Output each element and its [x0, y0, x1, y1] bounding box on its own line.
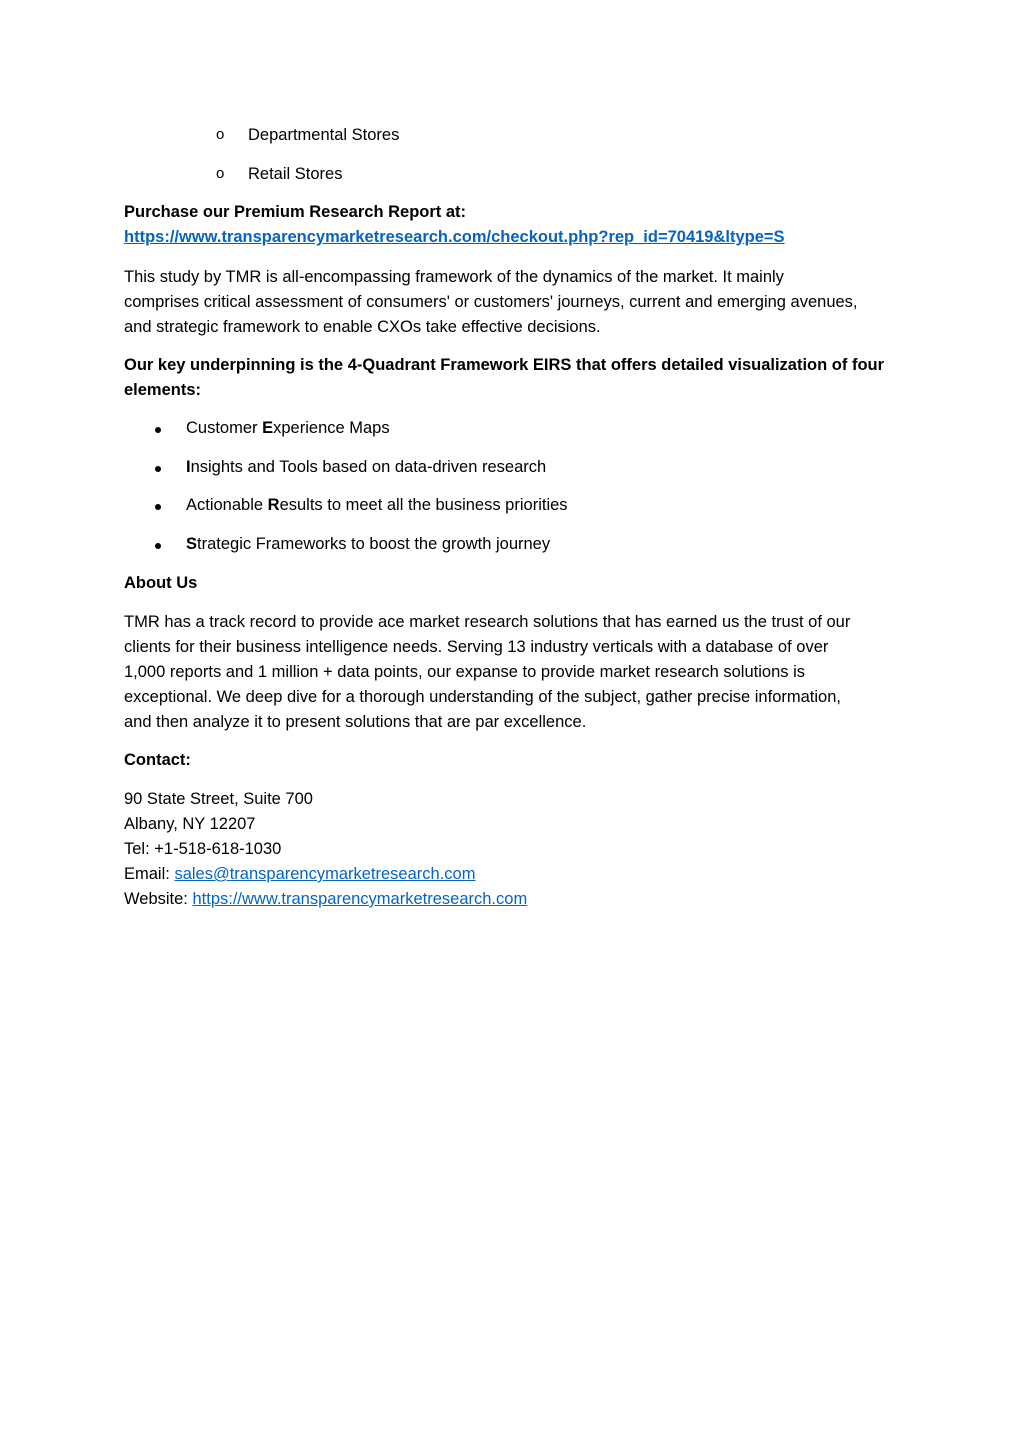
- intro-paragraph: [124, 265, 899, 340]
- bullet-text: [186, 496, 568, 515]
- about-line: clients for their business intelligence needs. Serving 13 industry verticals with a database of over: [124, 638, 829, 656]
- address-line: 90 State Street, Suite 700: [124, 790, 313, 808]
- intro-line: comprises critical assessment of consumers' or customers' journeys, current and emerging avenues,: [124, 293, 858, 311]
- bullet-key-letter: R: [267, 496, 280, 514]
- purchase-heading: Purchase our Premium Research Report at:: [124, 203, 467, 221]
- sub-list-item-text: Departmental Stores: [248, 126, 400, 144]
- sub-list-marker: o: [216, 126, 225, 143]
- bullet-rest: xperience Maps: [273, 419, 390, 437]
- contact-block: [124, 787, 899, 912]
- bullet-text: [186, 535, 550, 554]
- bullet-prefix: Actionable: [186, 496, 268, 514]
- framework-heading-line: elements:: [124, 381, 202, 399]
- bullet-key-letter: I: [186, 458, 191, 476]
- email-label: Email:: [124, 865, 175, 883]
- bullet-dot-icon: [155, 504, 161, 510]
- sub-list-marker: o: [216, 165, 225, 182]
- website-link[interactable]: https://www.transparencymarketresearch.com: [192, 890, 528, 908]
- framework-heading: [124, 353, 899, 403]
- bullet-dot-icon: [155, 427, 161, 433]
- about-heading: About Us: [124, 574, 198, 592]
- bullet-key-letter: S: [186, 535, 198, 553]
- contact-heading: Contact:: [124, 751, 191, 769]
- purchase-report-link[interactable]: https://www.transparencymarketresearch.com/checkout.php?rep_id=70419&ltype=S: [124, 228, 785, 246]
- bullet-key-letter: E: [262, 419, 274, 437]
- about-line: and then analyze it to present solutions that are par excellence.: [124, 713, 587, 731]
- about-line: exceptional. We deep dive for a thorough understanding of the subject, gather precise information,: [124, 688, 841, 706]
- address-line: Albany, NY 12207: [124, 815, 256, 833]
- bullet-text: [186, 419, 390, 438]
- intro-line: This study by TMR is all-encompassing framework of the dynamics of the market. It mainly: [124, 268, 784, 286]
- about-line: TMR has a track record to provide ace market research solutions that has earned us the trust of our: [124, 613, 851, 631]
- telephone: Tel: +1-518-618-1030: [124, 840, 282, 858]
- bullet-rest: nsights and Tools based on data-driven research: [190, 458, 547, 476]
- intro-line: and strategic framework to enable CXOs take effective decisions.: [124, 318, 601, 336]
- bullet-prefix: Customer: [186, 419, 263, 437]
- bullet-dot-icon: [155, 543, 161, 549]
- bullet-text: [186, 458, 546, 477]
- website-label: Website:: [124, 890, 193, 908]
- email-link[interactable]: sales@transparencymarketresearch.com: [174, 865, 476, 883]
- framework-heading-line: Our key underpinning is the 4-Quadrant Framework EIRS that offers detailed visualization of four: [124, 356, 885, 374]
- email-line: [124, 862, 899, 887]
- website-line: [124, 887, 899, 912]
- bullet-rest: trategic Frameworks to boost the growth journey: [197, 535, 551, 553]
- about-line: 1,000 reports and 1 million + data points, our expanse to provide market research solutions is: [124, 663, 806, 681]
- bullet-dot-icon: [155, 466, 161, 472]
- sub-list-item-text: Retail Stores: [248, 165, 343, 183]
- about-paragraph: [124, 610, 899, 735]
- bullet-rest: esults to meet all the business priorities: [279, 496, 568, 514]
